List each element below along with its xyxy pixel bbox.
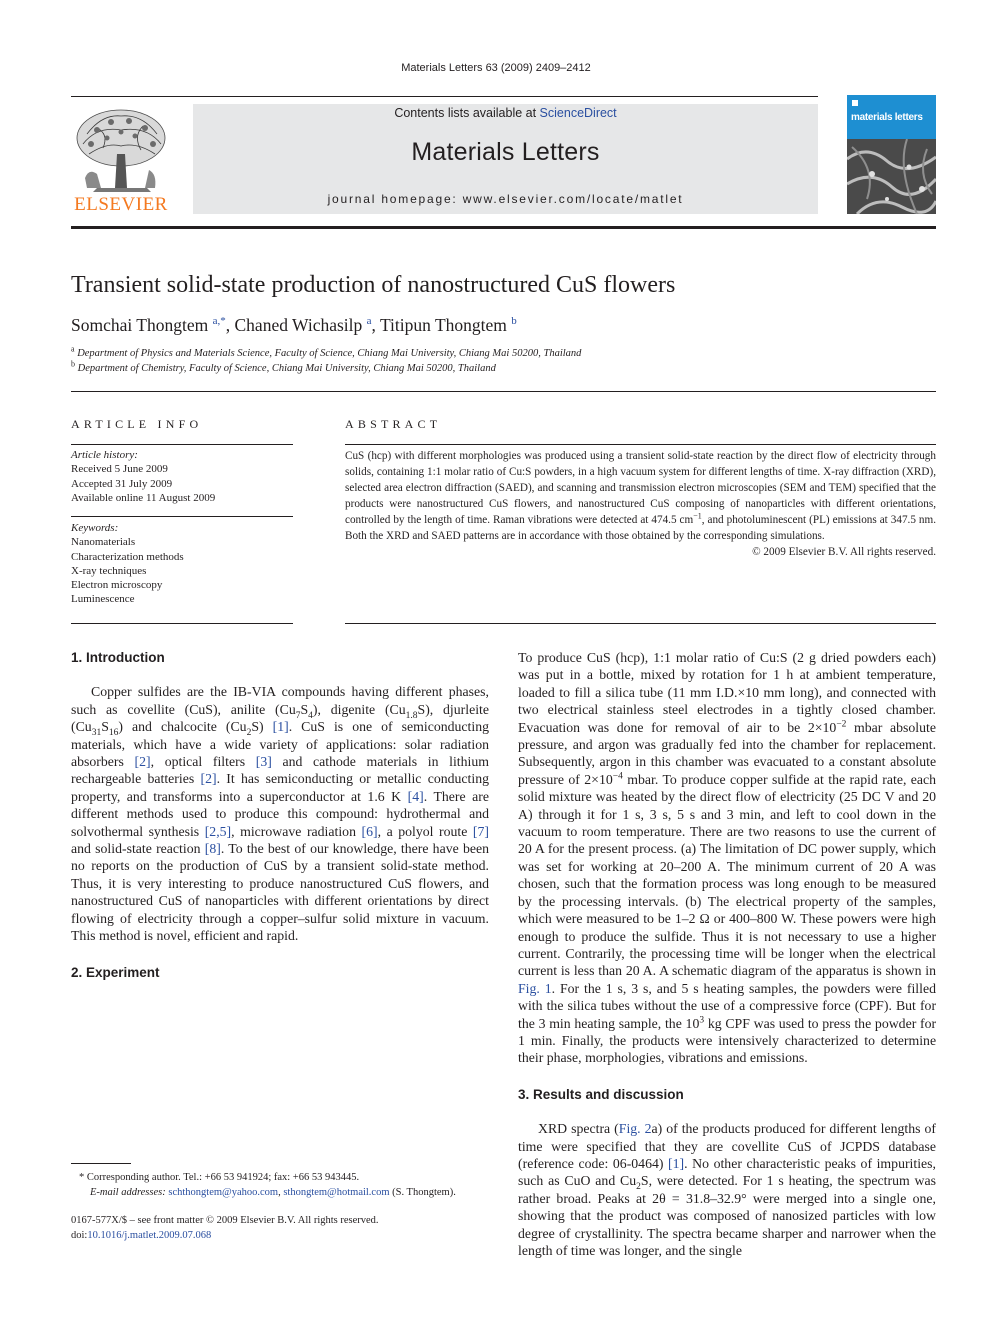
section-heading-experiment: 2. Experiment <box>71 964 160 980</box>
reference-link[interactable]: [1] <box>668 1155 685 1171</box>
results-paragraph: XRD spectra (Fig. 2a) of the products produced for different lengths of time were specified that they are covellite CuS of JCPDS database (reference code: 06-0464) [1]. No other characteristic peaks of impurities, such as CuO and $Cu_2S$, were detected. For 1 s heating, the spectrum was rather broad. Peaks at 2θ = 31.8–32.9° were merged into a single one, showing that the product was composed of nanosized particles with low degree of crystallinity. The spectra became sharper and narrower when the length of time was longer, and the single <box>518 1121 936 1258</box>
footnote-rule <box>71 1163 131 1164</box>
footnote-star: * <box>79 1172 85 1183</box>
history-label: Article history: <box>71 449 138 461</box>
affiliation-text: Department of Physics and Materials Science, Faculty of Science, Chiang Mai University, Chiang Mai 50200, Thailand <box>77 348 582 359</box>
author-affiliation-mark[interactable]: a,* <box>212 315 226 328</box>
keyword: Characterization methods <box>71 550 184 563</box>
doi-link[interactable]: 10.1016/j.matlet.2009.07.068 <box>87 1230 212 1241</box>
keyword: Nanomaterials <box>71 536 136 549</box>
email-separator: , <box>278 1187 284 1198</box>
affiliation-b <box>71 359 496 374</box>
keyword: X-ray techniques <box>71 564 147 577</box>
issn-line: 0167-577X/$ – see front matter © 2009 Elsevier B.V. All rights reserved. <box>71 1215 379 1226</box>
email-link[interactable]: schthongtem@yahoo.com <box>168 1187 279 1198</box>
corresponding-author-footnote <box>71 1170 501 1200</box>
journal-homepage[interactable]: journal homepage: www.elsevier.com/locate/matlet <box>327 192 684 206</box>
reference-link[interactable]: [2] <box>200 771 217 787</box>
author-list <box>71 315 517 336</box>
reference-link[interactable]: [2,5] <box>204 823 232 839</box>
affiliation-text: Department of Chemistry, Faculty of Science, Chiang Mai University, Chiang Mai 50200, Thailand <box>77 363 496 374</box>
section-heading-introduction: 1. Introduction <box>71 650 165 665</box>
abstract-text: CuS (hcp) with different morphologies was produced using a transient solid-state reaction by the direct flow of electricity through solids, containing 1:1 molar ratio of Cu:S powders, in a high vacuum system for different lengths of time. X-ray diffraction (XRD), selected area electron diffraction (SAED), and scanning and transmission electron microscopies (SEM and TEM) specified that the products were nanostructured CuS flowers, and nanostructured CuS composing of nanoparticles with different orientations, controlled by the length of time. Raman vibrations were detected at 474.5 cm <box>345 450 936 526</box>
author-name[interactable]: Titipun Thongtem <box>379 315 507 335</box>
email-link[interactable]: sthongtem@hotmail.com <box>283 1187 390 1198</box>
elsevier-logo[interactable] <box>67 104 175 216</box>
author-separator: , <box>225 315 235 335</box>
section-heading-results: 3. Results and discussion <box>518 1086 684 1102</box>
affiliation-a <box>71 344 582 359</box>
article-info-rule <box>71 444 293 445</box>
contents-prefix: Contents lists available at <box>394 106 540 120</box>
history-online: Available online 11 August 2009 <box>71 491 216 504</box>
reference-link[interactable]: [2] <box>134 754 151 770</box>
email-owner: (S. Thongtem). <box>389 1187 456 1198</box>
cover-mark-icon <box>852 100 858 106</box>
doi-prefix: doi: <box>71 1230 88 1241</box>
keyword: Luminescence <box>71 593 135 606</box>
header-thick-rule <box>71 226 936 229</box>
title-block-rule <box>71 391 936 392</box>
keywords <box>71 521 293 607</box>
author-separator: , <box>371 315 380 335</box>
keywords-label: Keywords: <box>71 522 119 534</box>
cover-title: materials letters <box>851 112 923 123</box>
journal-citation: Materials Letters 63 (2009) 2409–2412 <box>401 62 591 74</box>
abstract-text: , and photoluminescent (PL) emissions at 347.5 nm. Both the XRD and SAED patterns are in accordance with those obtained by the corresponding simulations. <box>345 514 936 542</box>
cover-micrograph-image <box>847 139 936 214</box>
journal-cover[interactable] <box>847 95 936 214</box>
reference-link[interactable]: [3] <box>255 754 272 770</box>
sciencedirect-link[interactable]: ScienceDirect <box>539 106 617 120</box>
issn-doi-block <box>71 1213 379 1243</box>
article-history <box>71 448 293 505</box>
reference-link[interactable]: [1] <box>272 719 289 735</box>
abstract-heading: ABSTRACT <box>345 417 442 431</box>
abstract-copyright: © 2009 Elsevier B.V. All rights reserved. <box>752 546 936 558</box>
reference-link[interactable]: [6] <box>361 823 378 839</box>
history-accepted: Accepted 31 July 2009 <box>71 477 173 490</box>
abstract-superscript: −1 <box>693 511 702 521</box>
keyword: Electron microscopy <box>71 579 163 592</box>
journal-banner <box>193 104 818 214</box>
article-info-heading: ARTICLE INFO <box>71 417 203 431</box>
abstract-body <box>345 448 936 560</box>
reference-link[interactable]: [4] <box>407 788 424 804</box>
body-column-right <box>518 649 936 1259</box>
body-column-left <box>71 649 489 998</box>
reference-link[interactable]: [8] <box>204 841 221 857</box>
author-name[interactable]: Chaned Wichasilp <box>234 315 363 335</box>
article-title: Transient solid-state production of nanostructured CuS flowers <box>71 272 676 298</box>
author-affiliation-mark[interactable]: a <box>366 315 372 328</box>
header-top-rule <box>71 96 818 97</box>
abstract-rule <box>345 623 936 624</box>
footnote-contact: Corresponding author. Tel.: +66 53 941924; fax: +66 53 943445. <box>86 1172 360 1183</box>
journal-name: Materials Letters <box>411 138 600 166</box>
article-info-rule <box>71 516 293 517</box>
contents-line <box>193 106 818 120</box>
affiliation-label: a <box>71 344 75 354</box>
author-name[interactable]: Somchai Thongtem <box>71 315 209 335</box>
reference-link[interactable]: [7] <box>472 823 490 839</box>
experiment-paragraph-continued: To produce CuS (hcp), 1:1 molar ratio of Cu:S (2 g dried powders each) was put in a bottle, mixed by rotation for 1 h at ambient temperature, loaded to fill a silica tube (11 mm I.D.×10 mm long), and connected with two electrical stainless steel electrodes in a tightly closed chamber. Evacuation was done for removal of air to be $2\times 10^{-2}$ mbar absolute pressure, and argon was gradually fed into the chamber for replacement. Subsequently, argon in this chamber was evacuated to a constant absolute pressure of $2\times 10^{-4}$ mbar. To produce copper sulfide at the rapid rate, each solid mixture was heated by the direct flow of electricity (25 DC V and 20 A) through it for 1 s, 3 s, 5 s and 3 min, and left to cool down in the vacuum to room temperature. There are two reasons to use the current of 20 A for the present process. (a) The limitation of DC power supply, which was set for working at 20–200 A. The minimum current of 20 A was chosen, such that the formation process was long enough to be measured by the processing intervals. (b) The electrical property of the samples, which were measured to be 1–2 Ω or 400–800 W. These powers were high enough to produce the sulfide. Thus it is not necessary to use a higher current. Contrarily, the processing time will be longer when the electrical current is less than 20 A. A schematic diagram of the apparatus is shown in Fig. 1. For the 1 s, 3 s, and 5 s heating samples, the powders were filled with the silica tubes without the use of a compressive force (CPF). But for the 3 min heating sample, the $10^3$ kg CPF was used to press the powder for 1 min. Finally, the products were intensively characterized to determine their phase, morphologies, vibrations and emissions. <box>518 650 937 1066</box>
abstract-rule <box>345 444 936 445</box>
email-label: E-mail addresses: <box>90 1187 166 1198</box>
introduction-paragraph: Copper sulfides are the IB-VIA compounds having different phases, such as covellite (CuS), anilite $(Cu_7S_4)$, digenite $(Cu_{1.8}S)$, djurleite $(Cu_{31}S_{16})$ and chalcocite $(Cu_2S)$ [1]. CuS is one of semiconducting materials, which have a wide variety of applications: solar radiation absorbers [2], optical filters [3] and cathode materials in lithium rechargeable batteries [2]. It has semiconducting or metallic conducting property, and transforms into a superconductor at 1.6 K [4]. There are different methods used to produce this compound: hydrothermal and solvothermal synthesis [2,5], microwave radiation [6], a polyol route [7] and solid-state reaction [8]. To the best of our knowledge, there have been no reports on the production of CuS by a transient solid-state method. Thus, it is very interesting to produce nanostructured CuS flowers, and nanostructured CuS of nanoparticles with different orientations by direct flowing of electricity through a copper–sulfur solid mixture in vacuum. This method is novel, efficient and rapid. <box>71 684 490 944</box>
history-received: Received 5 June 2009 <box>71 463 168 476</box>
author-affiliation-mark[interactable]: b <box>511 315 517 328</box>
figure-link[interactable]: Fig. 1 <box>518 980 552 996</box>
elsevier-wordmark: ELSEVIER <box>74 194 168 215</box>
figure-link[interactable]: Fig. 2 <box>618 1121 652 1137</box>
article-info-rule <box>71 623 293 624</box>
affiliation-label: b <box>71 359 75 369</box>
